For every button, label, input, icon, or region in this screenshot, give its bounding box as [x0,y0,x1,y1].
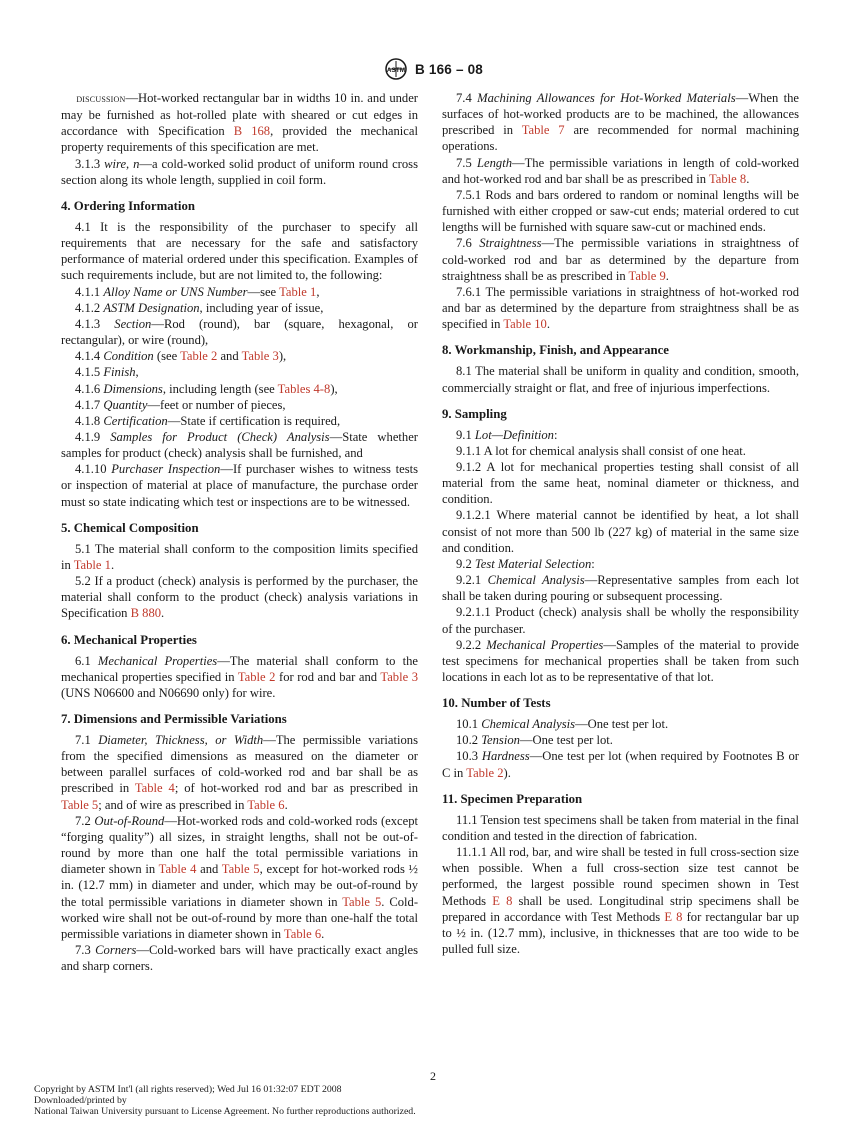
table-link[interactable]: Table 4 [158,862,197,877]
footer-line: Downloaded/printed by [34,1095,127,1107]
table-link[interactable]: Table 8 [708,171,747,186]
para-10-1: 10.1 Chemical Analysis—One test per lot. [456,717,669,732]
para-11-1-1: 11.1.1 All rod, bar, and wire shall be tested in full cross-section size when possible. When a full cross-section size test cannot be performed, the largest possible round specimen shown in Test Methods E 8 shall be used. Longitudinal strip specimens shall be prepared in accordance with Test Methods E 8 for rectangular bar up to ½ in. (12.7 mm), inclusive, in thicknesses that are too wide to be pulled full size. [442,845,800,957]
para-9-2: 9.2 Test Material Selection: [456,556,595,571]
table-link[interactable]: Table 5 [342,894,382,909]
para-4-1: 4.1 It is the responsibility of the purchaser to specify all requirements that are necessary for the safe and satisfactory performance of material ordered under this specification. Examples of such requirements include, but are not limited to, the following: [61,219,418,283]
para-9-2-1-1: 9.2.1.1 Product (check) analysis shall be wholly the responsibility of the purchaser. [442,605,799,636]
table-link[interactable]: Table 10 [503,317,547,332]
para-11-1: 11.1 Tension test specimens shall be taken from material in the final condition and tested in the direction of fabrication. [442,812,799,843]
para-5-2: 5.2 If a product (check) analysis is performed by the purchaser, the material shall conform to the product (check) analysis variations in Specification B 880. [61,574,418,621]
para-4-1-6: 4.1.6 Dimensions, including length (see Tables 4-8), [75,381,338,396]
para-9-2-2: 9.2.2 Mechanical Properties—Samples of the material to provide test specimens for mechanical properties shall be taken from such locations in each lot as to be representative of that lot. [442,637,799,684]
para-7-1: 7.1 Diameter, Thickness, or Width—The permissible variations from the specified dimensions as measured on the diameter or between parallel surfaces of cold-worked rod and bar shall be as prescribed in Table 4; of hot-worked rod and bar as prescribed in Table 5; and of wire as prescribed in Table 6. [61,733,418,812]
para-4-1-4: 4.1.4 Condition (see Table 2 and Table 3), [75,349,287,364]
para-3-1-3: 3.1.3 wire, n—a cold-worked solid product of uniform round cross section along its whole length, supplied in coil form. [61,156,418,187]
table-link[interactable]: Table 3 [241,349,279,364]
table-link[interactable]: Table 1 [279,284,317,299]
page-number: 2 [430,1069,436,1083]
table-link[interactable]: Table 5 [221,862,260,877]
para-9-2-1: 9.2.1 Chemical Analysis—Representative samples from each lot shall be taken during pouring or subsequent processing. [442,573,799,604]
para-7-3: 7.3 Corners—Cold-worked bars will have practically exact angles and sharp corners. [61,943,418,974]
para-4-1-10: 4.1.10 Purchaser Inspection—If purchaser wishes to witness tests or inspection of material at place of manufacture, the purchase order must so state indicating which test or inspections are to be witnessed. [61,462,418,509]
table-link[interactable]: Table 7 [521,123,565,138]
copyright-footer [34,1084,814,1118]
para-6-1: 6.1 Mechanical Properties—The material shall conform to the mechanical properties specified in Table 2 for rod and bar and Table 3 (UNS N06600 and N06690 only) for wire. [61,653,419,700]
section-heading: 5. Chemical Composition [61,520,199,535]
table-link[interactable]: Table 5 [61,797,99,812]
page-header [0,58,866,80]
para-4-1-7: 4.1.7 Quantity—feet or number of pieces, [75,397,286,412]
table-link[interactable]: Table 6 [283,926,322,941]
section-heading: 8. Workmanship, Finish, and Appearance [442,343,669,358]
table-link[interactable]: Table 2 [466,765,504,780]
para-8-1: 8.1 The material shall be uniform in quality and condition, smooth, commercially straight or flat, and free of injurious imperfections. [442,364,799,395]
section-heading: 4. Ordering Information [61,198,196,213]
para-9-1-1: 9.1.1 A lot for chemical analysis shall consist of one heat. [456,443,746,458]
discussion-paragraph: discussion—Hot-worked rectangular bar in widths 10 in. and under may be furnished as hot-rolled plate with sheared or cut edges in accordance with Specification B 168, provided the mechanical property requirements of this specification are met. [61,91,418,155]
para-4-1-3: 4.1.3 Section—Rod (round), bar (square, hexagonal, or rectangular), or wire (round), [61,316,418,348]
table-link[interactable]: Tables 4-8 [277,381,331,396]
svg-text:ASTM: ASTM [386,67,406,74]
para-10-3: 10.3 Hardness—One test per lot (when required by Footnotes B or C in Table 2). [442,749,800,780]
para-9-1: 9.1 Lot—Definition: [456,427,558,442]
para-10-2: 10.2 Tension—One test per lot. [456,733,613,748]
para-4-1-1: 4.1.1 Alloy Name or UNS Number—see Table 1, [75,284,320,299]
spec-link[interactable]: B 168 [233,124,271,139]
table-link[interactable]: Table 3 [380,669,419,684]
para-7-4: 7.4 Machining Allowances for Hot-Worked Materials—When the surfaces of hot-worked products are to be machined, the allowances prescribed in Table 7 are recommended for normal machining operations. [442,91,800,154]
section-heading: 7. Dimensions and Permissible Variations [61,712,287,726]
left-column [61,90,418,974]
para-9-1-2: 9.1.2 A lot for mechanical properties testing shall consist of all material from the same heat, nominal diameter or thickness, and condition. [442,459,799,507]
section-heading: 6. Mechanical Properties [61,632,197,647]
right-column [442,90,799,957]
table-link[interactable]: Table 1 [73,557,111,572]
para-7-5: 7.5 Length—The permissible variations in length of cold-worked and hot-worked rod and bar shall be as prescribed in Table 8. [442,155,800,186]
table-link[interactable]: Table 2 [237,669,276,684]
para-4-1-8: 4.1.8 Certification—State if certification is required, [75,413,341,428]
table-link[interactable]: Table 2 [180,349,218,364]
para-9-1-2-1: 9.1.2.1 Where material cannot be identified by heat, a lot shall consist of not more than 500 lb (227 kg) of material in the same size and condition. [442,508,799,555]
section-heading: 9. Sampling [442,406,507,421]
para-7-6: 7.6 Straightness—The permissible variations in straightness of cold-worked rod and bar as determined by the departure from straightness shall be as prescribed in Table 9. [442,236,799,283]
para-7-5-1: 7.5.1 Rods and bars ordered to random or nominal lengths will be furnished with either cropped or saw-cut ends; material ordered to cut lengths will be furnished with square saw-cut or machined ends. [442,187,799,235]
para-4-1-5: 4.1.5 Finish, [75,365,139,380]
spec-link[interactable]: E 8 [492,893,513,908]
footer-line: National Taiwan University pursuant to License Agreement. No further reproductions authorized. [34,1106,416,1118]
spec-link[interactable]: E 8 [664,909,683,924]
para-5-1: 5.1 The material shall conform to the composition limits specified in Table 1. [61,541,418,572]
table-link[interactable]: Table 6 [247,797,285,812]
footer-line: Copyright by ASTM Int'l (all rights reserved); Wed Jul 16 01:32:07 EDT 2008 [34,1084,342,1095]
table-link[interactable]: Table 4 [134,781,175,796]
para-7-2: 7.2 Out-of-Round—Hot-worked rods and cold-worked rods (except “forging quality”) all sizes, in straight lengths, shall not be out-of-round by more than one half the total permissible variations in diameter shown in Table 4 and Table 5, except for hot-worked rods ½ in. (12.7 mm) in diameter and under, which may be out-of-round by the total permissible variations in diameter shown in Table 5. Cold-worked wire shall not be out-of-round by more than one-half the total permissible variations in diameter shown in Table 6. [61,813,419,941]
para-4-1-9: 4.1.9 Samples for Product (Check) Analysis—State whether samples for product (check) analysis shall be furnished, and [61,429,418,461]
astm-logo-icon [383,58,409,80]
para-4-1-2: 4.1.2 ASTM Designation, including year of issue, [75,300,324,315]
table-link[interactable]: Table 9 [628,268,666,283]
para-7-6-1: 7.6.1 The permissible variations in straightness of hot-worked rod and bar as determined by the departure from straightness shall be as specified in Table 10. [442,284,799,332]
section-heading: 11. Specimen Preparation [442,791,583,806]
standard-designation: B 166 – 08 [414,61,484,77]
spec-link[interactable]: B 880 [130,606,162,621]
section-heading: 10. Number of Tests [442,696,551,711]
